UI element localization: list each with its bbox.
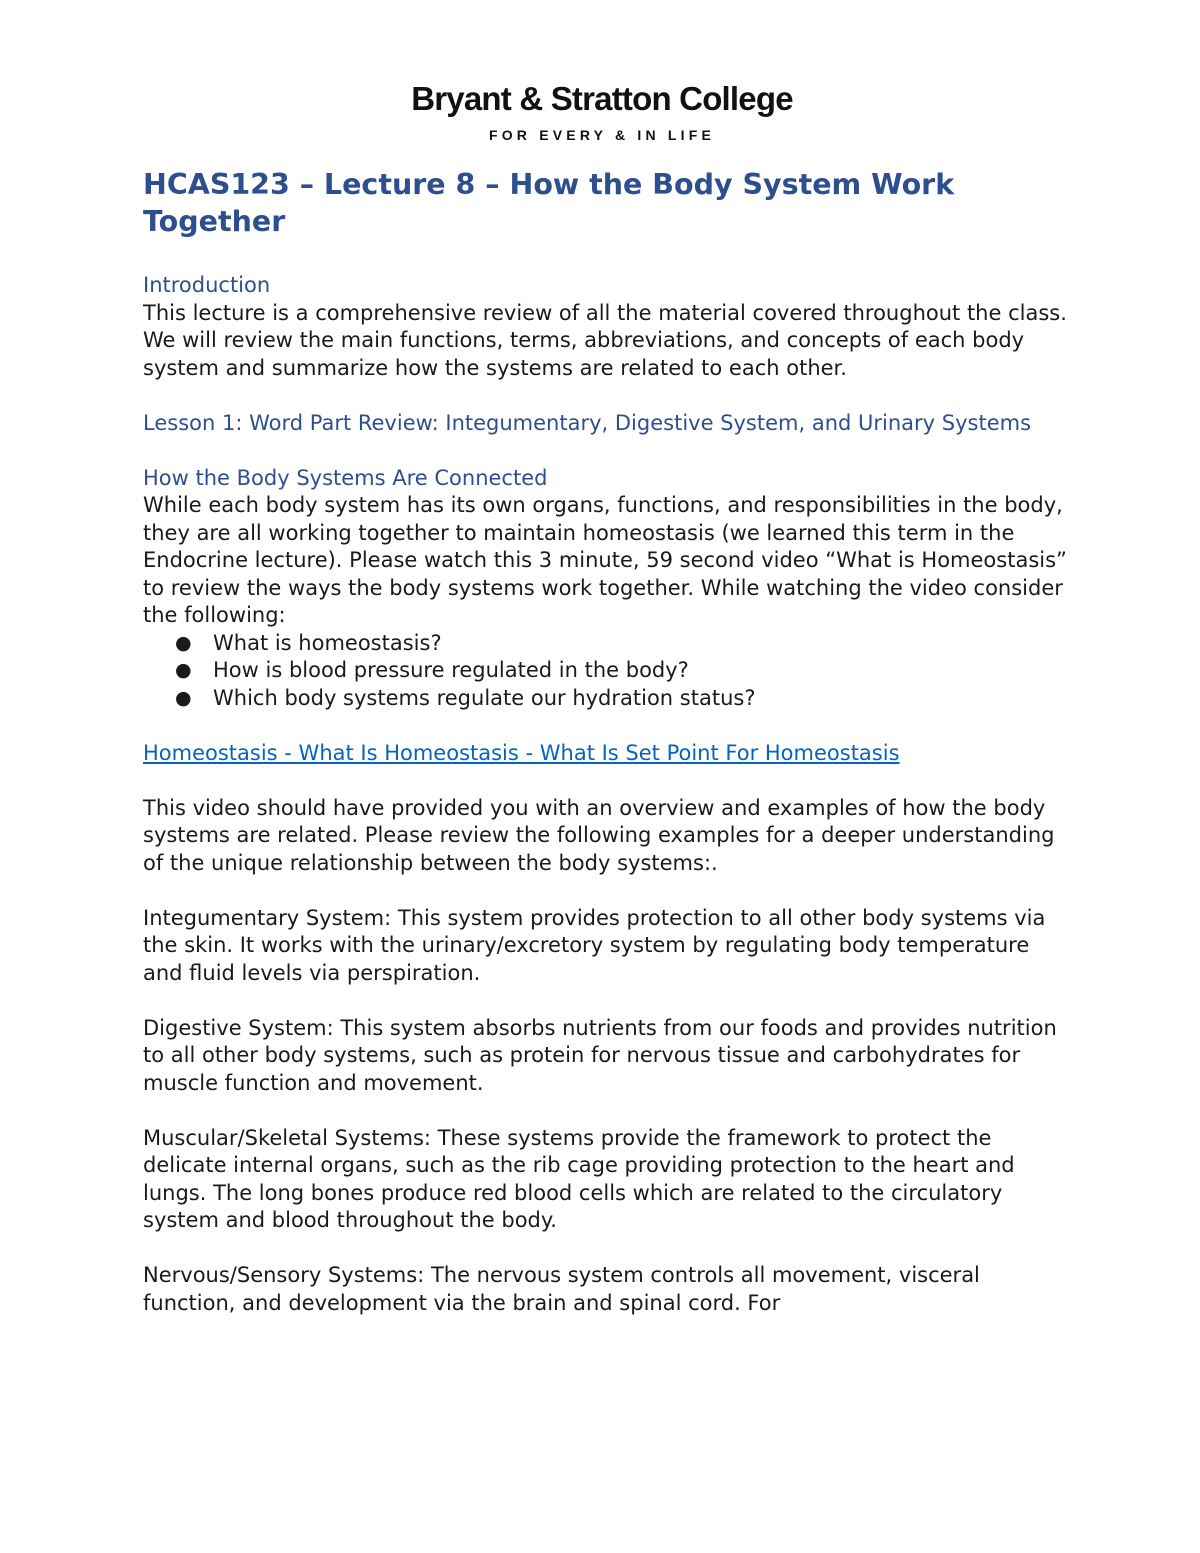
list-item (175, 630, 1073, 658)
list-item (175, 657, 1073, 685)
bullet-icon: ● (175, 631, 192, 654)
list-item-text: Which body systems regulate our hydration status? (213, 685, 756, 710)
list-item-text: How is blood pressure regulated in the body? (213, 658, 689, 682)
lesson-1-heading: Lesson 1: Word Part Review: Integumentary, Digestive System, and Urinary Systems (143, 410, 1032, 435)
video-link-line (143, 740, 1073, 768)
logo-tagline: FOR EVERY & IN LIFE (488, 127, 716, 143)
homeostasis-video-link[interactable]: Homeostasis - What Is Homeostasis - What Is Set Point For Homeostasis (143, 740, 900, 765)
bullet-icon: ● (175, 659, 192, 681)
connected-paragraph: While each body system has its own organs, functions, and responsibilities in the body, they are all working together to maintain homeostasis (we learned this term in the Endocrine lecture). Please watch this 3 minute, 59 second video “What is Homeostasis” to review the ways the body systems work together. While watching the video consider the following: (143, 493, 1067, 627)
college-logo (396, 80, 808, 144)
introduction-heading: Introduction (143, 273, 271, 297)
overview-paragraph: This video should have provided you with an overview and examples of how the body systems are related. Please review the following examples for a deeper understanding of the unique relationship between the body systems:. (143, 795, 1055, 875)
list-item (175, 685, 1073, 713)
list-item-text: What is homeostasis? (213, 630, 442, 655)
nervous-sensory-paragraph: Nervous/Sensory Systems: The nervous system controls all movement, visceral function, and development via the brain and spinal cord. For (143, 1263, 980, 1315)
document-body (143, 166, 1073, 1317)
muscular-skeletal-paragraph: Muscular/Skeletal Systems: These systems provide the framework to protect the delicate internal organs, such as the rib cage providing protection to the heart and lungs. The long bones produce red blood cells which are related to the circulatory system and blood throughout the body. (143, 1125, 1015, 1232)
connected-heading: How the Body Systems Are Connected (143, 465, 548, 490)
introduction-paragraph: This lecture is a comprehensive review of all the material covered throughout the class. We will review the main functions, terms, abbreviations, and concepts of each body system and summarize how the systems are related to each other. (143, 300, 1067, 380)
logo-name: Bryant & Stratton College (411, 80, 793, 117)
digestive-paragraph: Digestive System: This system absorbs nutrients from our foods and provides nutrition to all other body systems, such as protein for nervous tissue and carbohydrates for muscle function and movement. (143, 1015, 1057, 1095)
integumentary-paragraph: Integumentary System: This system provides protection to all other body systems via the skin. It works with the urinary/excretory system by regulating body temperature and fluid levels via perspiration. (143, 905, 1046, 985)
document-title: HCAS123 – Lecture 8 – How the Body System Work Together (143, 168, 955, 238)
question-list (143, 630, 1073, 713)
bullet-icon: ● (175, 686, 192, 709)
